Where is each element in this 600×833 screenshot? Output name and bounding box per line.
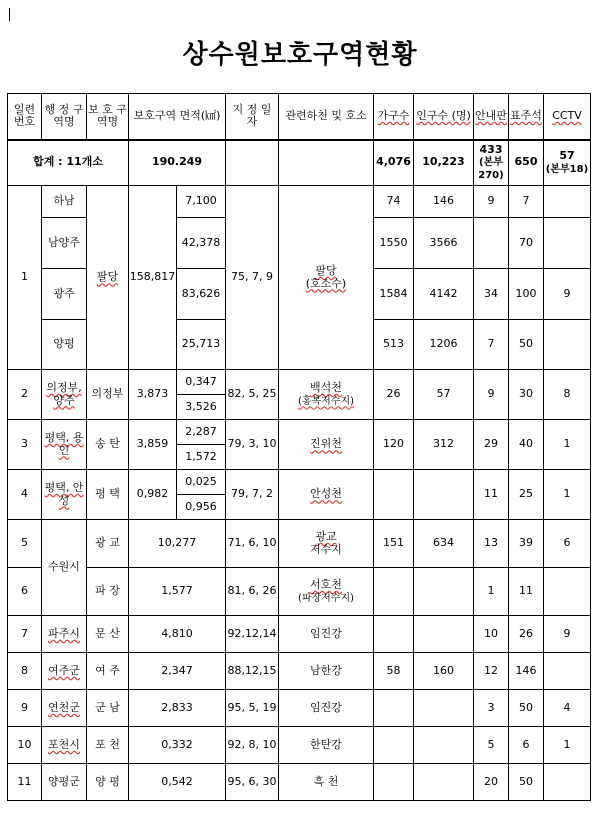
row-signboards: 9 <box>474 186 509 218</box>
row-cctv <box>544 653 591 690</box>
row-area-name: 의정부 <box>87 370 129 420</box>
row-river: 흑 천 <box>279 764 374 801</box>
row-city: 평택, 용인 <box>42 420 87 470</box>
row-no: 10 <box>8 727 42 764</box>
row-area: 10,277 <box>129 520 226 568</box>
row-households: 26 <box>374 370 414 420</box>
row-designation: 79, 3, 10 <box>226 420 279 470</box>
row-designation: 82, 5, 25 <box>226 370 279 420</box>
row-households <box>374 764 414 801</box>
row-population: 312 <box>414 420 474 470</box>
row-area-name: 포 천 <box>87 727 129 764</box>
header-river: 관련하천 및 호소 <box>279 94 374 140</box>
row-cctv <box>544 186 591 218</box>
summary-cctv-value: 57 <box>559 149 575 163</box>
table-row <box>8 370 591 395</box>
row-city: 여주군 <box>42 653 87 690</box>
header-no: 일련 번호 <box>8 94 42 140</box>
summary-signboards <box>474 140 509 186</box>
row-no: 7 <box>8 616 42 653</box>
row-population: 160 <box>414 653 474 690</box>
row-designation: 92, 8, 10 <box>226 727 279 764</box>
row-cctv <box>544 764 591 801</box>
row-area-sub: 7,100 <box>177 186 226 218</box>
row-markers: 40 <box>509 420 544 470</box>
row-markers: 50 <box>509 690 544 727</box>
row-signboards: 9 <box>474 370 509 420</box>
row-area-name: 여 주 <box>87 653 129 690</box>
row-river: 남한강 <box>279 653 374 690</box>
row-signboards: 29 <box>474 420 509 470</box>
header-markers: 표주석 <box>509 94 544 140</box>
row-area: 4,810 <box>129 616 226 653</box>
row-area: 0,332 <box>129 727 226 764</box>
row-city: 하남 <box>42 186 87 218</box>
row-no: 4 <box>8 470 42 520</box>
row-area-name: 양 평 <box>87 764 129 801</box>
row-designation: 92,12,14 <box>226 616 279 653</box>
summary-cctv-note: (본부18) <box>545 163 589 175</box>
row-households <box>374 470 414 520</box>
row-population: 57 <box>414 370 474 420</box>
row-markers: 25 <box>509 470 544 520</box>
row-households <box>374 727 414 764</box>
row-signboards: 11 <box>474 470 509 520</box>
row-markers: 50 <box>509 320 544 370</box>
row-area-name: 군 남 <box>87 690 129 727</box>
row-markers: 26 <box>509 616 544 653</box>
row-river: 임진강 <box>279 690 374 727</box>
row-area-sub: 0,347 <box>177 370 226 395</box>
row-river <box>279 370 374 420</box>
table-row <box>8 420 591 445</box>
summary-population: 10,223 <box>414 140 474 186</box>
row-area-sub: 0,025 <box>177 470 226 495</box>
row-river-note: (홍복저수지) <box>297 395 355 407</box>
row-city: 광주 <box>42 269 87 320</box>
row-area-sub: 83,626 <box>177 269 226 320</box>
header-signboards: 안내판 <box>474 94 509 140</box>
summary-markers: 650 <box>509 140 544 186</box>
row-population <box>414 764 474 801</box>
row-area-name: 광 교 <box>87 520 129 568</box>
table-row <box>8 520 591 568</box>
summary-designation <box>226 140 279 186</box>
row-signboards: 20 <box>474 764 509 801</box>
row-city: 양평군 <box>42 764 87 801</box>
row-markers: 70 <box>509 218 544 269</box>
row-area-total: 158,817 <box>129 186 177 370</box>
summary-river <box>279 140 374 186</box>
row-area-sub: 0,956 <box>177 495 226 520</box>
row-area-sub: 25,713 <box>177 320 226 370</box>
row-designation: 75, 7, 9 <box>226 186 279 370</box>
table-row <box>8 690 591 727</box>
text-cursor <box>9 8 10 21</box>
row-signboards <box>474 218 509 269</box>
row-city: 파주시 <box>42 616 87 653</box>
row-households: 1550 <box>374 218 414 269</box>
row-population: 634 <box>414 520 474 568</box>
row-area-name: 송 탄 <box>87 420 129 470</box>
row-no: 2 <box>8 370 42 420</box>
row-area-sub: 2,287 <box>177 420 226 445</box>
row-population: 4142 <box>414 269 474 320</box>
row-markers: 11 <box>509 568 544 616</box>
row-signboards: 5 <box>474 727 509 764</box>
row-river <box>279 520 374 568</box>
summary-row <box>8 140 591 186</box>
row-households: 1584 <box>374 269 414 320</box>
row-markers: 146 <box>509 653 544 690</box>
row-cctv: 8 <box>544 370 591 420</box>
header-households: 가구수 <box>374 94 414 140</box>
row-designation: 95, 6, 30 <box>226 764 279 801</box>
row-signboards: 1 <box>474 568 509 616</box>
row-river <box>279 186 374 370</box>
row-markers: 30 <box>509 370 544 420</box>
header-city: 행 정 구역명 <box>42 94 87 140</box>
summary-signboards-note: (본부270) <box>478 157 504 182</box>
row-population <box>414 568 474 616</box>
row-river-name: 광교 <box>315 529 337 543</box>
row-cctv: 1 <box>544 420 591 470</box>
row-no: 8 <box>8 653 42 690</box>
row-river: 안성천 <box>279 470 374 520</box>
row-river-note: (파장저수지) <box>297 592 355 604</box>
row-households <box>374 616 414 653</box>
row-cctv <box>544 568 591 616</box>
row-area-sub: 1,572 <box>177 445 226 470</box>
row-river-name: 백석천 <box>310 380 342 394</box>
row-city: 평택, 안성 <box>42 470 87 520</box>
row-signboards: 10 <box>474 616 509 653</box>
table-row <box>8 727 591 764</box>
row-designation: 71, 6, 10 <box>226 520 279 568</box>
row-area-sub: 3,526 <box>177 395 226 420</box>
header-designation: 지 정 일 자 <box>226 94 279 140</box>
row-cctv: 1 <box>544 727 591 764</box>
row-river: 임진강 <box>279 616 374 653</box>
row-households: 58 <box>374 653 414 690</box>
row-signboards: 34 <box>474 269 509 320</box>
row-river-note: (호소수) <box>305 276 347 290</box>
header-row <box>8 94 591 140</box>
row-signboards: 12 <box>474 653 509 690</box>
row-area: 2,833 <box>129 690 226 727</box>
table-row <box>8 653 591 690</box>
row-area-total: 0,982 <box>129 470 177 520</box>
header-cctv: CCTV <box>544 94 591 140</box>
row-population <box>414 470 474 520</box>
row-river: 진위천 <box>279 420 374 470</box>
header-population: 인구수 (명) <box>414 94 474 140</box>
row-river-name: 팔당 <box>315 263 337 277</box>
row-area-name: 파 장 <box>87 568 129 616</box>
header-area-size: 보호구역 면적(㎢) <box>129 94 226 140</box>
row-population: 3566 <box>414 218 474 269</box>
row-households: 151 <box>374 520 414 568</box>
row-designation: 95, 5, 19 <box>226 690 279 727</box>
row-households: 74 <box>374 186 414 218</box>
row-no: 9 <box>8 690 42 727</box>
row-population: 146 <box>414 186 474 218</box>
row-signboards: 7 <box>474 320 509 370</box>
row-designation: 81, 6, 26 <box>226 568 279 616</box>
row-no: 5 <box>8 520 42 568</box>
row-cctv: 9 <box>544 269 591 320</box>
row-cctv: 6 <box>544 520 591 568</box>
table-row <box>8 764 591 801</box>
row-households: 513 <box>374 320 414 370</box>
row-no: 3 <box>8 420 42 470</box>
row-cctv: 9 <box>544 616 591 653</box>
row-population <box>414 616 474 653</box>
row-signboards: 13 <box>474 520 509 568</box>
row-households <box>374 690 414 727</box>
row-cctv <box>544 320 591 370</box>
row-households <box>374 568 414 616</box>
table-row <box>8 470 591 495</box>
row-households: 120 <box>374 420 414 470</box>
row-no: 6 <box>8 568 42 616</box>
row-population <box>414 690 474 727</box>
row-river <box>279 568 374 616</box>
row-city: 양평 <box>42 320 87 370</box>
row-city: 포천시 <box>42 727 87 764</box>
row-city: 수원시 <box>42 520 87 616</box>
row-river: 한탄강 <box>279 727 374 764</box>
table-row <box>8 186 591 218</box>
table-row <box>8 616 591 653</box>
row-designation: 88,12,15 <box>226 653 279 690</box>
row-area: 1,577 <box>129 568 226 616</box>
summary-households: 4,076 <box>374 140 414 186</box>
row-area-name: 문 산 <box>87 616 129 653</box>
row-markers: 6 <box>509 727 544 764</box>
row-markers: 7 <box>509 186 544 218</box>
row-city: 연천군 <box>42 690 87 727</box>
row-area: 0,542 <box>129 764 226 801</box>
row-markers: 39 <box>509 520 544 568</box>
row-no: 11 <box>8 764 42 801</box>
row-city: 남양주 <box>42 218 87 269</box>
row-city: 의정부, 양주 <box>42 370 87 420</box>
row-signboards: 3 <box>474 690 509 727</box>
row-river-note: 저수지 <box>310 542 342 556</box>
protection-area-table <box>7 93 591 801</box>
header-area-name: 보 호 구역명 <box>87 94 129 140</box>
row-no: 1 <box>8 186 42 370</box>
row-cctv: 4 <box>544 690 591 727</box>
row-markers: 100 <box>509 269 544 320</box>
row-area-sub: 42,378 <box>177 218 226 269</box>
row-cctv: 1 <box>544 470 591 520</box>
summary-signboards-value: 433 <box>479 142 503 156</box>
row-designation: 79, 7, 2 <box>226 470 279 520</box>
summary-area: 190.249 <box>129 140 226 186</box>
row-population <box>414 727 474 764</box>
row-area-total: 3,859 <box>129 420 177 470</box>
page-title: 상수원보호구역현황 <box>182 40 418 70</box>
summary-cctv <box>544 140 591 186</box>
summary-label: 합계 : 11개소 <box>8 140 129 186</box>
table-row <box>8 568 591 616</box>
row-area-name: 평 택 <box>87 470 129 520</box>
row-area-total: 3,873 <box>129 370 177 420</box>
row-population: 1206 <box>414 320 474 370</box>
row-area-name: 팔당 <box>87 186 129 370</box>
row-markers: 50 <box>509 764 544 801</box>
row-cctv <box>544 218 591 269</box>
row-river-name: 서호천 <box>310 577 342 591</box>
row-area: 2,347 <box>129 653 226 690</box>
